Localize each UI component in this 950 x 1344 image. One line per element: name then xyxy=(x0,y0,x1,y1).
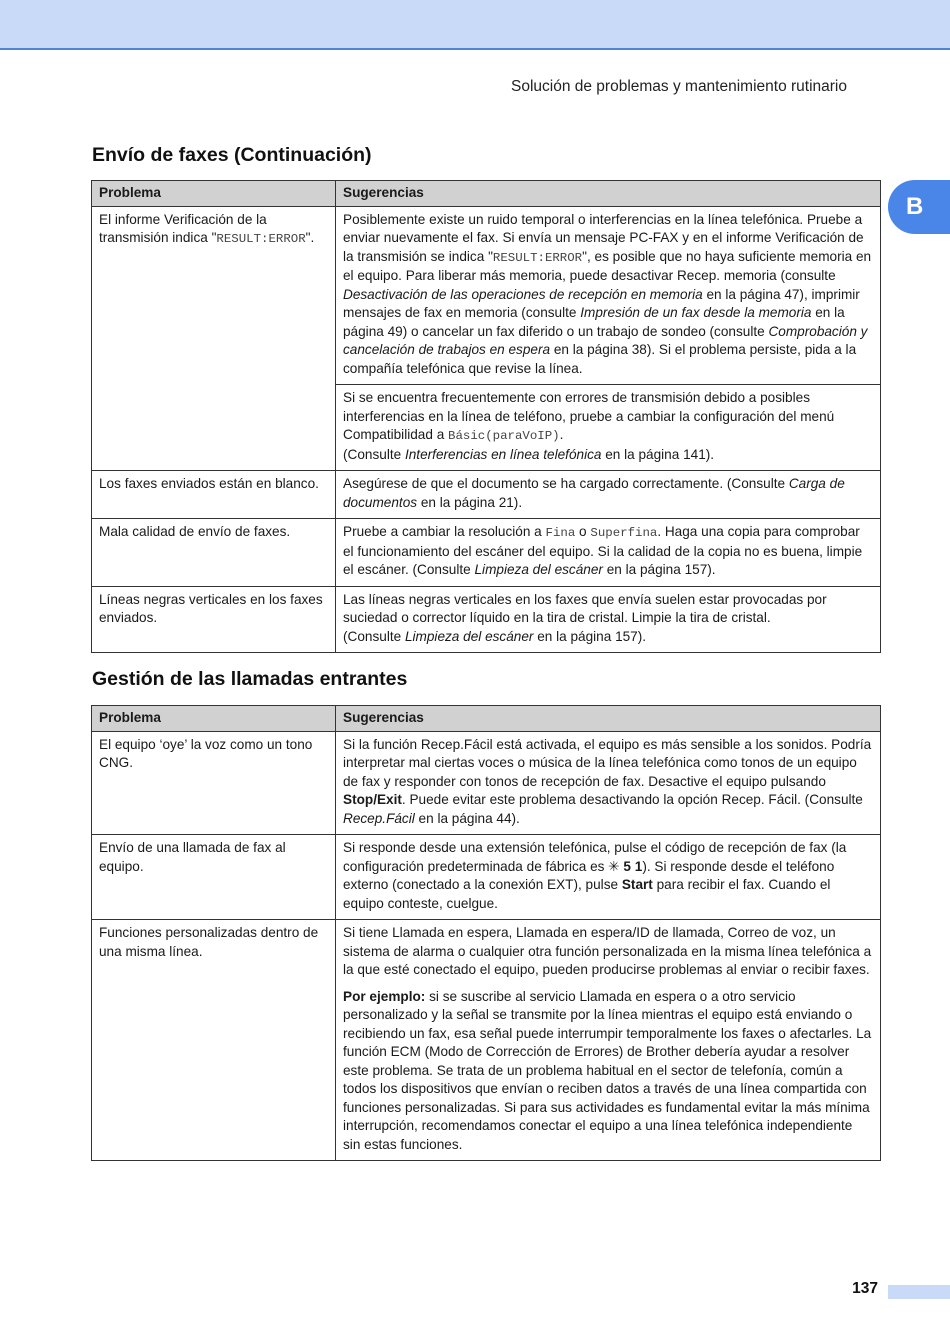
cross-reference: Limpieza del escáner xyxy=(474,562,603,577)
column-header-problem: Problema xyxy=(92,706,336,732)
column-header-suggestions: Sugerencias xyxy=(336,181,881,207)
paragraph: Si tiene Llamada en espera, Llamada en espera/ID de llamada, Correo de voz, un sistema de alarma o cualquier otra función personalizada en la misma línea telefónica a la que esté conectado el equipo, pueden producirse problemas al enviar o recibir faxes. xyxy=(343,925,872,977)
code-text: Fina xyxy=(545,526,576,540)
table-row xyxy=(92,519,881,587)
suggestion-cell: Posiblemente existe un ruido temporal o interferencias en la línea telefónica. Pruebe a enviar nuevamente el fax. Si envía un mensaje PC-FAX y en el informe Verificación de la transmisión se indica "RESULT:ERROR", es posible que no haya suficiente memoria en el equipo. Para liberar más memoria, puede desactivar Recep. memoria (consulte Desactivación de las operaciones de recepción en memoria en la página 47), imprimir mensajes de fax en memoria (consulte Impresión de un fax desde la memoria en la página 49) o cancelar un fax diferido o un trabajo de sondeo (consulte Comprobación y cancelación de trabajos en espera en la página 38). Si el problema persiste, pida a la compañía telefónica que revise la línea. xyxy=(336,206,881,385)
page-number: 137 xyxy=(852,1280,878,1297)
cross-reference: Interferencias en línea telefónica xyxy=(404,446,602,462)
table-header-row xyxy=(92,706,881,732)
problem-cell: El informe Verificación de la transmisión indica "RESULT:ERROR". xyxy=(92,206,336,471)
key-code: ✳ 5 1 xyxy=(608,858,643,874)
suggestion-cell xyxy=(336,920,881,1161)
problem-cell: Los faxes enviados están en blanco. xyxy=(92,471,336,519)
sending-faxes-table xyxy=(91,180,881,653)
column-header-suggestions: Sugerencias xyxy=(336,706,881,732)
problem-cell: Funciones personalizadas dentro de una misma línea. xyxy=(92,920,336,1161)
running-header: Solución de problemas y mantenimiento rutinario xyxy=(510,78,847,95)
example-label: Por ejemplo: xyxy=(343,988,426,1004)
suggestion-cell: Asegúrese de que el documento se ha cargado correctamente. (Consulte Carga de documentos en la página 21). xyxy=(336,471,881,519)
code-text: Básic(paraVoIP) xyxy=(448,429,560,443)
table-row xyxy=(92,206,881,385)
suggestion-cell: Las líneas negras verticales en los faxes que envía suelen estar provocadas por suciedad o corrector líquido en la tira de cristal. Limpie la tira de cristal. (Consulte Limpieza del escáner en la página 157). xyxy=(336,586,881,653)
suggestion-cell: Si se encuentra frecuentemente con errores de transmisión debido a posibles interferencias en la línea de teléfono, pruebe a cambiar la configuración del menú Compatibilidad a Básic(paraVoIP). (Consulte Interferencias en línea telefónica en la página 141). xyxy=(336,385,881,471)
suggestion-cell: Pruebe a cambiar la resolución a Fina o Superfina. Haga una copia para comprobar el funcionamiento del escáner del equipo. Si la calidad de la copia no es buena, limpie el escáner. (Consulte Limpieza del escáner en la página 157). xyxy=(336,519,881,587)
problem-cell: Líneas negras verticales en los faxes enviados. xyxy=(92,586,336,653)
code-text: Superfina xyxy=(590,526,658,540)
cross-reference: Recep.Fácil xyxy=(343,810,415,826)
suggestion-cell: Si responde desde una extensión telefónica, pulse el código de recepción de fax (la configuración predeterminada de fábrica es ✳ 5 1). Si responde desde el teléfono externo (conectado a la conexión EXT), pulse Start para recibir el fax. Cuando el equipo conteste, cuelgue. xyxy=(336,835,881,920)
cross-reference: Impresión de un fax desde la memoria xyxy=(580,305,812,320)
footer-band xyxy=(888,1285,950,1299)
top-header-band xyxy=(0,0,950,50)
column-header-problem: Problema xyxy=(92,181,336,207)
incoming-calls-table xyxy=(91,705,881,1161)
suggestion-cell: Si la función Recep.Fácil está activada, el equipo es más sensible a los sonidos. Podría interpretar mal ciertas voces o música de la línea telefónica como tonos de un equipo de fax y responder con tonos de recepción de fax. Desactive el equipo pulsando Stop/Exit. Puede evitar este problema desactivando la opción Recep. Fácil. (Consulte Recep.Fácil en la página 44). xyxy=(336,731,881,835)
key-name: Start xyxy=(621,877,653,892)
table-row xyxy=(92,920,881,1161)
table-row xyxy=(92,586,881,653)
key-name: Stop/Exit xyxy=(343,792,402,807)
problem-cell: El equipo ‘oye’ la voz como un tono CNG. xyxy=(92,731,336,835)
cross-reference: Limpieza del escáner xyxy=(404,628,534,644)
cross-reference: Desactivación de las operaciones de recepción en memoria xyxy=(343,286,703,302)
code-text: RESULT:ERROR xyxy=(492,250,583,265)
cross-reference: Carga de documentos xyxy=(343,476,845,510)
problem-cell: Mala calidad de envío de faxes. xyxy=(92,519,336,587)
chapter-tab: B xyxy=(888,180,950,234)
cross-reference: Comprobación y cancelación de trabajos en espera xyxy=(343,323,868,357)
problem-cell: Envío de una llamada de fax al equipo. xyxy=(92,835,336,920)
table-row xyxy=(92,731,881,835)
section-title-sending-faxes: Envío de faxes (Continuación) xyxy=(92,144,372,166)
section-title-incoming-calls: Gestión de las llamadas entrantes xyxy=(92,668,408,690)
code-text: RESULT:ERROR xyxy=(216,232,306,246)
table-row xyxy=(92,835,881,920)
table-row xyxy=(92,471,881,519)
paragraph: Por ejemplo: si se suscribe al servicio Llamada en espera o a otro servicio personalizado y la señal se transmite por la línea mientras el equipo está enviando o recibiendo un fax, esa señal puede interrumpir temporalmente los faxes o afectarles. La función ECM (Modo de Corrección de Errores) de Brother debería ayudar a resolver este problema. Se trata de un problema habitual en el sector de telefonía, común a todos los dispositivos que envían o reciben datos a través de una línea compartida con funciones personalizadas. Si para sus actividades es fundamental evitar la más mínima interrupción, recomendamos conectar el equipo a una línea telefónica independiente sin estas funciones. xyxy=(343,988,872,1152)
table-header-row xyxy=(92,181,881,207)
